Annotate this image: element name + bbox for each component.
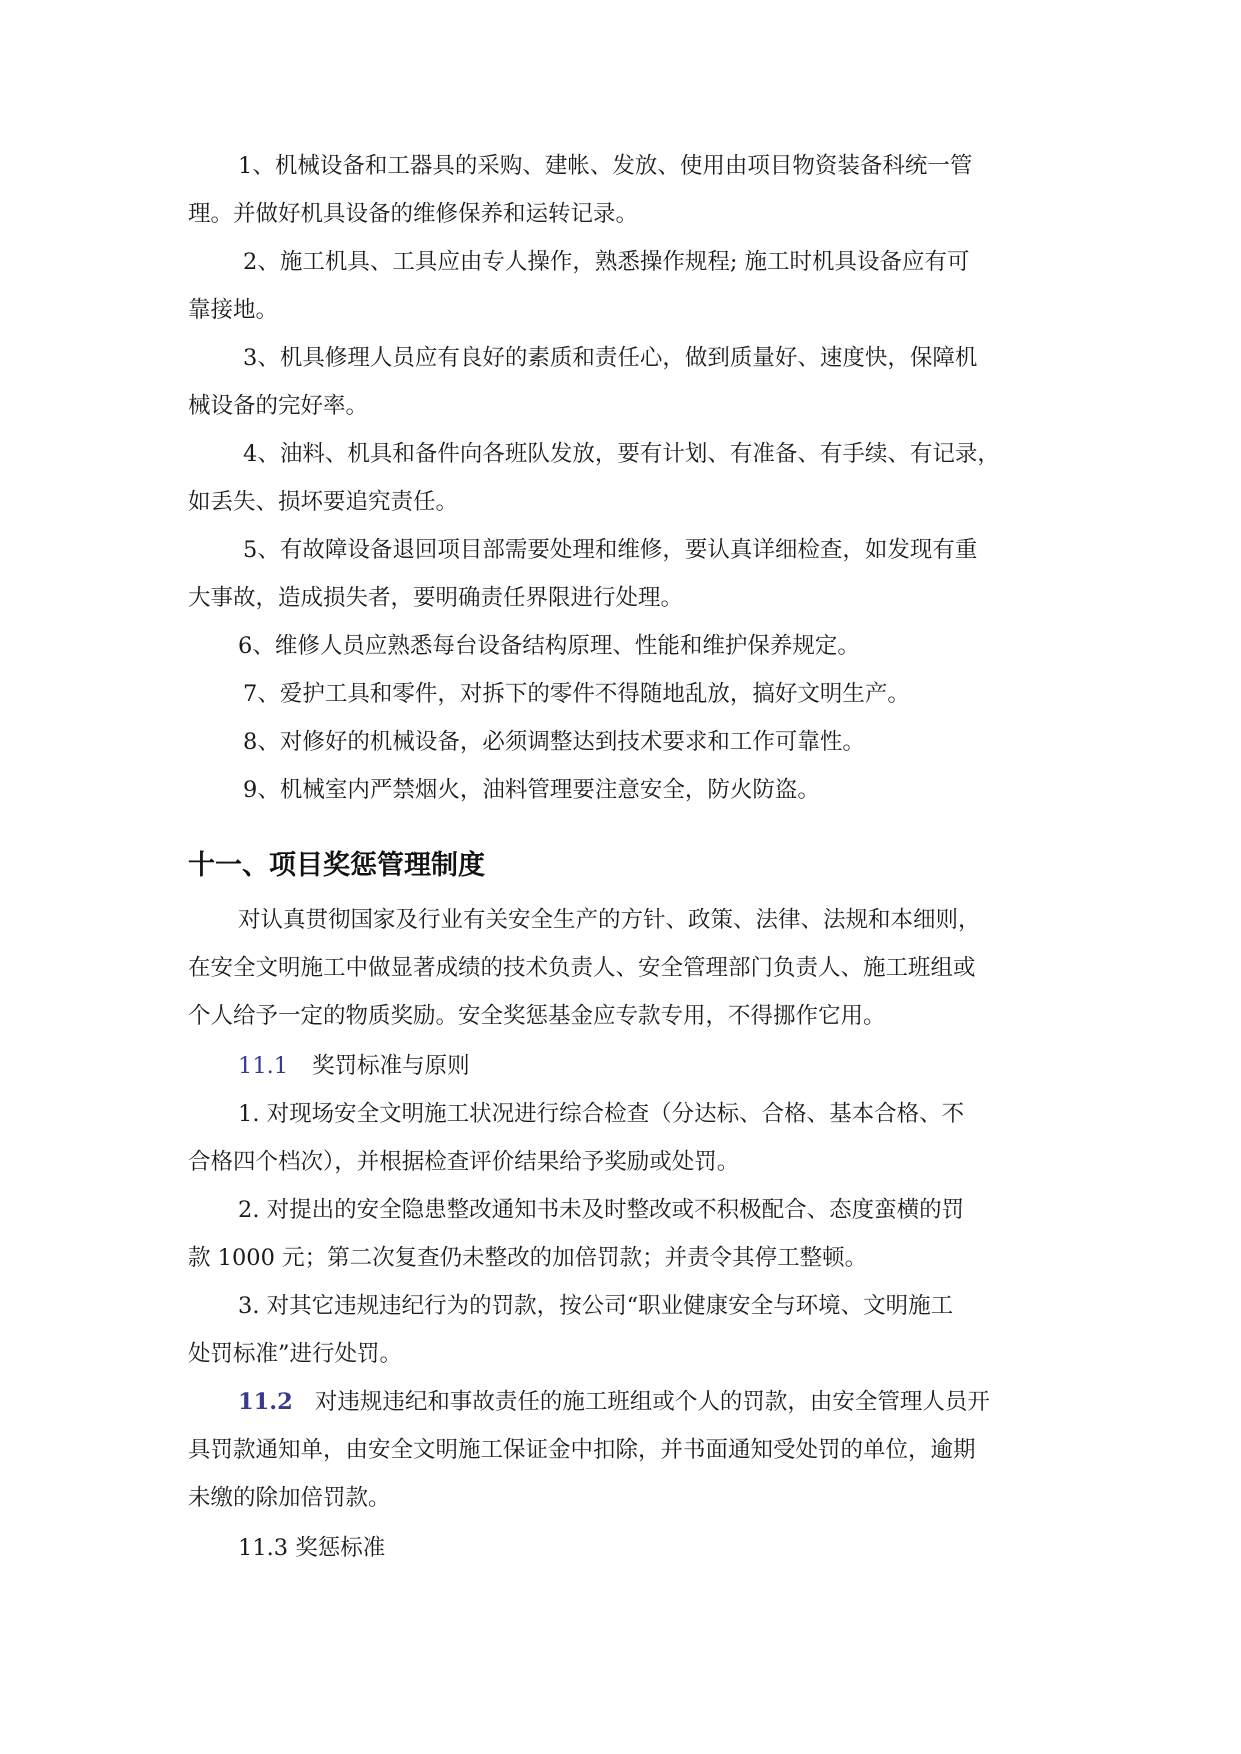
- rule-3-line-2: 处罚标准”进行处罚。: [188, 1341, 403, 1367]
- item-1-line-2: 理。并做好机具设备的维修保养和运转记录。: [188, 201, 639, 227]
- item-5-line-2: 大事故，造成损失者，要明确责任界限进行处理。: [188, 585, 684, 611]
- item-1-line-1: 1、机械设备和工器具的采购、建帐、发放、使用由项目物资装备科统一管: [238, 153, 973, 179]
- rule-1-line-1: 1. 对现场安全文明施工状况进行综合检查（分达标、合格、基本合格、不: [238, 1101, 965, 1127]
- rule-3-line-1: 3. 对其它违规违纪行为的罚款，按公司“职业健康安全与环境、文明施工: [238, 1293, 954, 1319]
- subsection-number: 11.2: [238, 1389, 293, 1415]
- item-4-line-2: 如丢失、损坏要追究责任。: [188, 489, 459, 515]
- item-2-line-2: 靠接地。: [188, 297, 279, 323]
- list-item: [188, 142, 1060, 238]
- subsection-number: 11.1: [238, 1053, 289, 1079]
- intro-line-1: 对认真贯彻国家及行业有关安全生产的方针、政策、法律、法规和本细则，: [238, 907, 981, 933]
- list-item: [188, 238, 1060, 334]
- list-item: [188, 622, 1060, 670]
- rule-1-line-2: 合格四个档次），并根据检查评价结果给予奖励或处罚。: [188, 1149, 740, 1175]
- list-item: [188, 526, 1060, 622]
- item-6-line-1: 6、维修人员应熟悉每台设备结构原理、性能和维护保养规定。: [238, 633, 860, 659]
- rule-paragraph-1: [188, 1090, 1060, 1186]
- item-3-line-1: 3、机具修理人员应有良好的素质和责任心，做到质量好、速度快，保障机: [243, 345, 978, 371]
- subsection-11-2-line-1: 对违规违纪和事故责任的施工班组或个人的罚款，由安全管理人员开: [314, 1389, 990, 1415]
- subsection-title: 奖罚标准与原则: [312, 1053, 470, 1079]
- subsection-11-2-line-2: 具罚款通知单，由安全文明施工保证金中扣除，并书面通知受处罚的单位，逾期: [188, 1437, 976, 1463]
- list-item: [188, 670, 1060, 718]
- item-5-line-1: 5、有故障设备退回项目部需要处理和维修，要认真详细检查，如发现有重: [243, 537, 978, 563]
- subsection-11-2: [188, 1378, 1060, 1522]
- section-heading: 十一、项目奖惩管理制度: [188, 850, 485, 881]
- item-3-line-2: 械设备的完好率。: [188, 393, 369, 419]
- list-item: [188, 766, 1060, 814]
- item-2-line-1: 2、施工机具、工具应由专人操作，熟悉操作规程; 施工时机具设备应有可: [243, 249, 970, 275]
- intro-line-2: 在安全文明施工中做显著成绩的技术负责人、安全管理部门负责人、施工班组或: [188, 955, 976, 981]
- item-9-line-1: 9、机械室内严禁烟火，油料管理要注意安全，防火防盗。: [243, 777, 820, 803]
- item-7-line-1: 7、爱护工具和零件，对拆下的零件不得随地乱放，搞好文明生产。: [243, 681, 910, 707]
- item-8-line-1: 8、对修好的机械设备，必须调整达到技术要求和工作可靠性。: [243, 729, 865, 755]
- rule-paragraph-2: [188, 1186, 1060, 1282]
- rule-2-line-1: 2. 对提出的安全隐患整改通知书未及时整改或不积极配合、态度蛮横的罚: [238, 1197, 965, 1223]
- subsection-11-3: [188, 1524, 1060, 1572]
- rule-paragraph-3: [188, 1282, 1060, 1378]
- item-4-line-1: 4、油料、机具和备件向各班队发放，要有计划、有准备、有手续、有记录，: [243, 441, 1000, 467]
- subsection-11-2-line-3: 未缴的除加倍罚款。: [188, 1485, 391, 1511]
- intro-line-3: 个人给予一定的物质奖励。安全奖惩基金应专款专用，不得挪作它用。: [188, 1003, 886, 1029]
- section-intro: [188, 896, 1060, 1040]
- list-item: [188, 718, 1060, 766]
- list-item: [188, 334, 1060, 430]
- list-item: [188, 430, 1060, 526]
- subsection-11-3-title: 11.3 奖惩标准: [238, 1535, 386, 1561]
- subsection-11-1: [188, 1042, 1060, 1090]
- rule-2-line-2: 款 1000 元；第二次复查仍未整改的加倍罚款；并责令其停工整顿。: [188, 1245, 868, 1271]
